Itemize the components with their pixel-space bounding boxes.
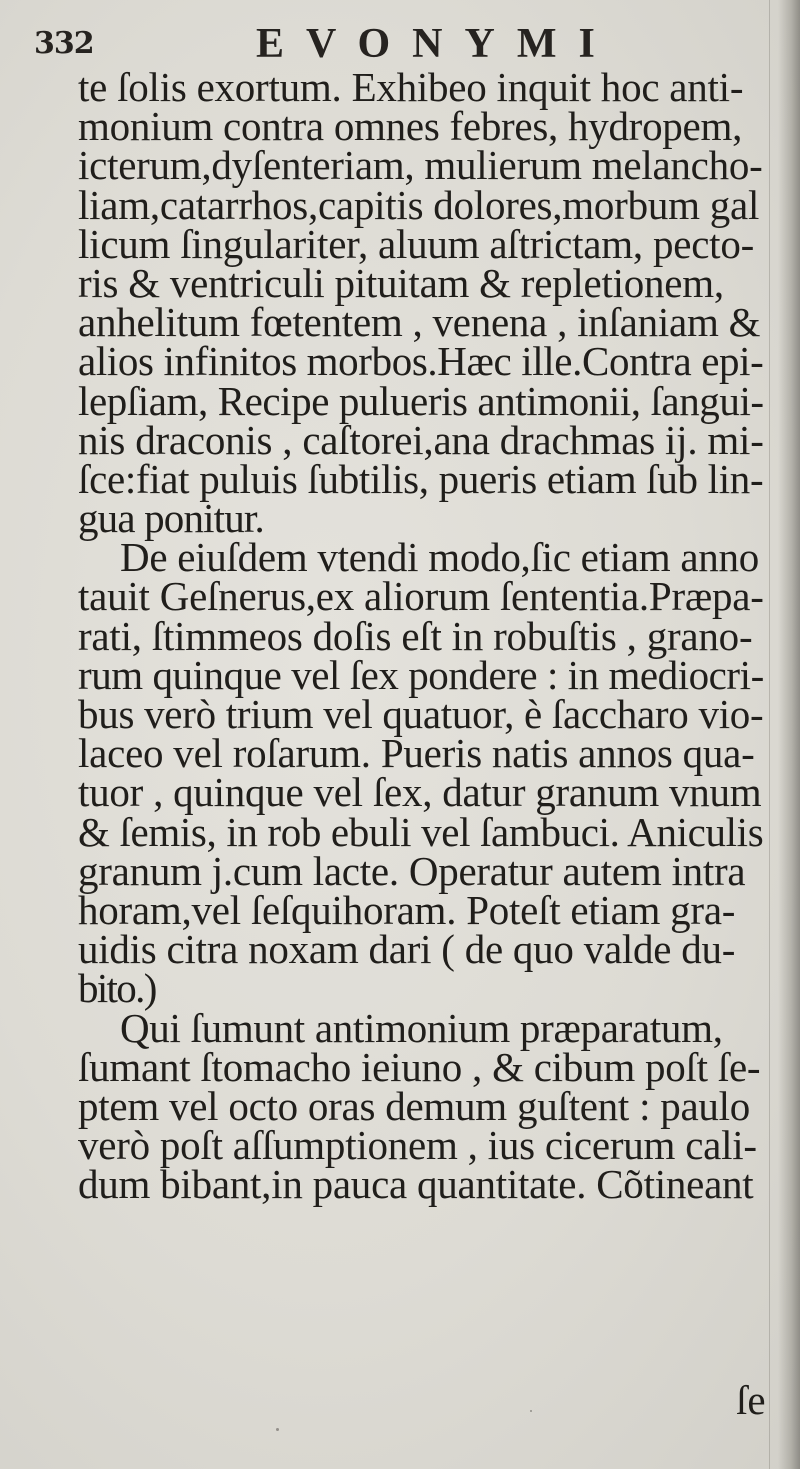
text-line: ſce:fiat puluis ſubtilis, pueris etiam ſub lin- [78, 455, 764, 502]
text-line: De eiuſdem vtendi modo,ſic etiam anno [120, 534, 759, 581]
text-line: icterum,dyſenteriam, mulierum melancho- [78, 142, 763, 189]
text-line: te ſolis exortum. Exhibeo inquit hoc anti- [78, 64, 744, 110]
text-line: liam,catarrhos,capitis dolores,morbum gal [78, 181, 760, 228]
text-line: Qui ſumunt antimonium præparatum, [120, 1004, 723, 1051]
text-line: gua ponitur. [78, 495, 264, 542]
text-line: ſumant ſtomacho ieiuno , & cibum poſt ſe- [78, 1043, 761, 1090]
text-line: verò poſt aſſumptionem , ius cicerum cali- [78, 1122, 757, 1169]
text-line: & ſemis, in rob ebuli vel ſambuci. Aniculis [78, 808, 764, 855]
body-text [78, 64, 778, 1208]
text-line: anhelitum fœtentem , venena , inſaniam & [78, 299, 761, 346]
page-header [30, 14, 770, 70]
text-line: granum j.cum lacte. Operatur autem intra [78, 847, 746, 894]
text-line: nis draconis , caſtorei,ana drachmas ij. mi- [78, 416, 764, 463]
text-line: dum bibant,in pauca quantitate. Cõtineant [78, 1161, 754, 1208]
page-number: 332 [34, 26, 94, 61]
text-line: bito.) [78, 965, 156, 1012]
text-line: monium contra omnes febres, hydropem, [78, 103, 743, 150]
text-line: ptem vel octo oras demum guſtent : paulo [78, 1082, 751, 1129]
page-edge-shadow [778, 0, 800, 1469]
text-line: rati, ſtimmeos doſis eſt in robuſtis , grano- [78, 612, 753, 659]
paper-speck [276, 1428, 279, 1431]
text-line: rum quinque vel ſex pondere : in mediocri- [78, 651, 764, 698]
running-head: EVONYMI [256, 21, 617, 67]
text-line: horam,vel ſeſquihoram. Poteſt etiam gra- [78, 886, 736, 933]
text-line: tuor , quinque vel ſex, datur granum vnum [78, 769, 762, 816]
text-line: uidis citra noxam dari ( de quo valde du- [78, 926, 736, 973]
paper-speck [530, 1410, 532, 1412]
text-line: tauit Geſnerus,ex aliorum ſententia.Præpa- [78, 573, 764, 620]
text-line: alios infinitos morbos.Hæc ille.Contra epi- [78, 338, 764, 385]
text-line: lepſiam, Recipe pulueris antimonii, ſangui- [78, 377, 764, 424]
text-line: laceo vel roſarum. Pueris natis annos qua- [78, 730, 755, 777]
catchword: ſe [736, 1377, 766, 1423]
text-line: ris & ventriculi pituitam & repletionem, [78, 259, 724, 306]
text-line: bus verò trium vel quatuor, è ſaccharo vio- [78, 691, 764, 737]
text-line: licum ſingulariter, aluum aſtrictam, pecto- [78, 220, 755, 267]
